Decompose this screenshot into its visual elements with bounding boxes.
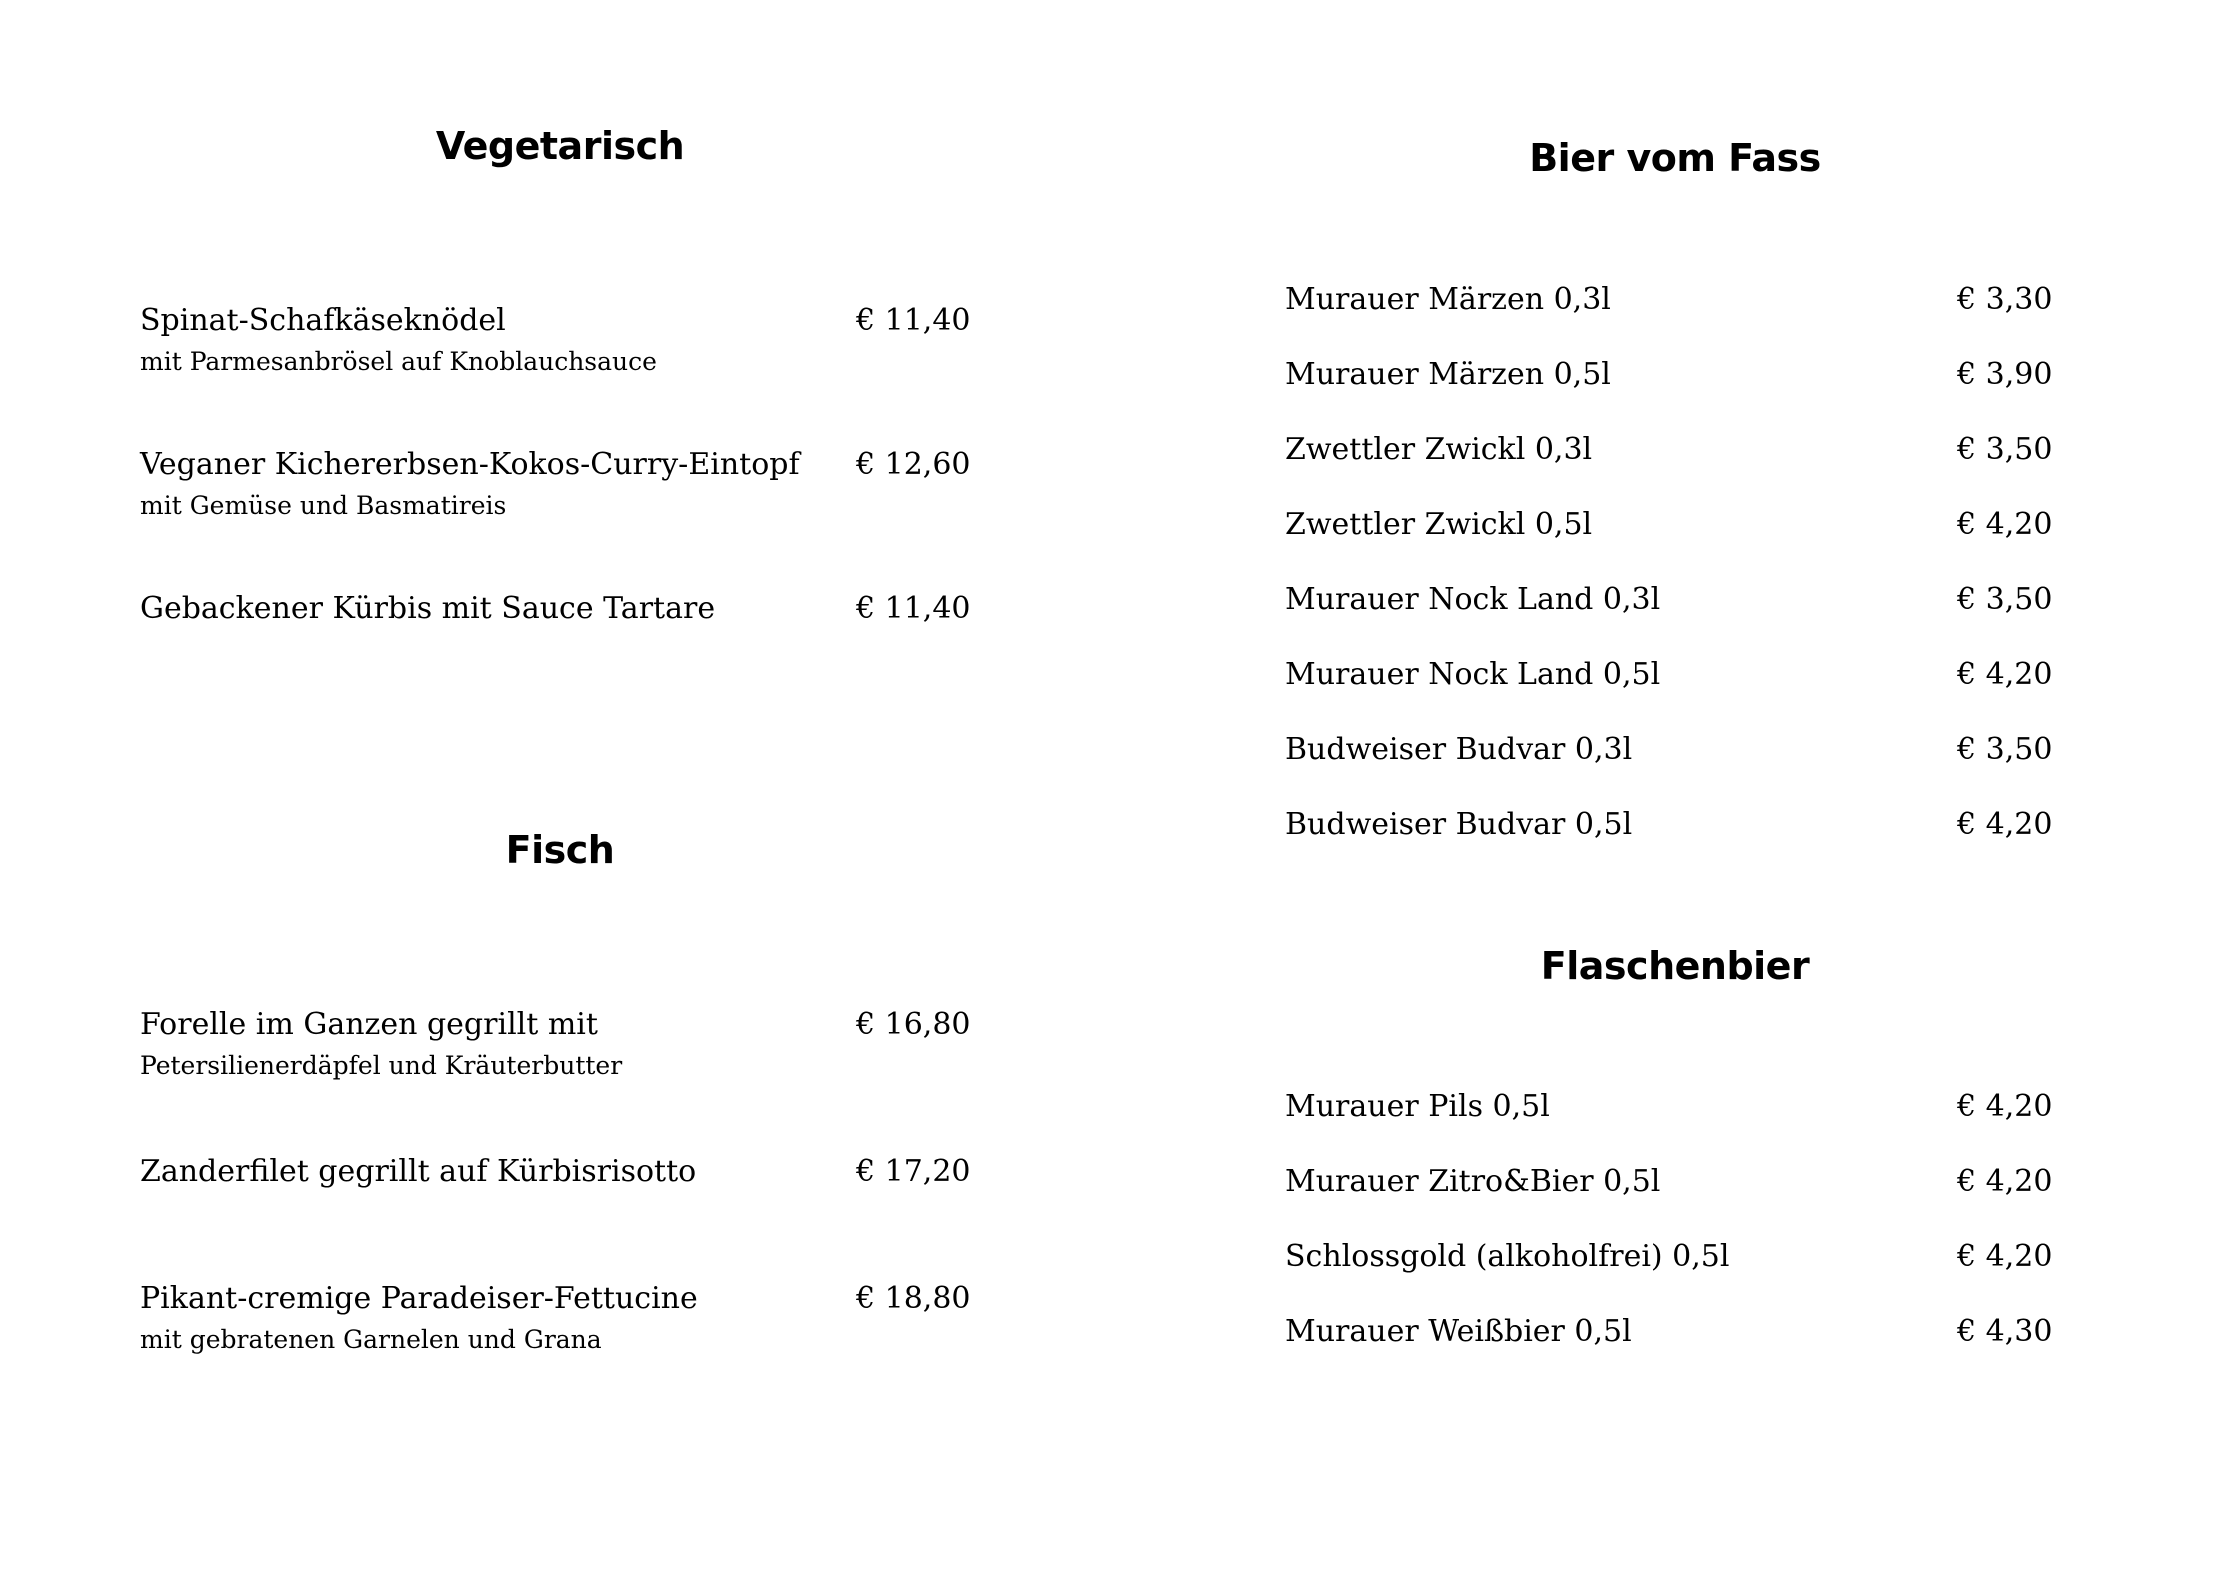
menu-item xyxy=(140,1151,980,1193)
drink-item xyxy=(1285,1311,2065,1353)
drink-item xyxy=(1285,1236,2065,1278)
drink-item-price: € 4,20 xyxy=(1957,1239,2053,1274)
drink-item-price: € 4,20 xyxy=(1957,807,2053,842)
drink-item-name: Murauer Nock Land 0,3l xyxy=(1285,582,1661,617)
drink-item-name: Budweiser Budvar 0,3l xyxy=(1285,732,1633,767)
drink-item-name: Schlossgold (alkoholfrei) 0,5l xyxy=(1285,1239,1730,1274)
drink-item xyxy=(1285,654,2065,696)
menu-item-price: € 18,80 xyxy=(856,1281,971,1316)
menu-item xyxy=(140,444,980,526)
menu-item-price: € 17,20 xyxy=(856,1154,971,1189)
drink-item-price: € 3,90 xyxy=(1957,357,2053,392)
drink-item xyxy=(1285,504,2065,546)
menu-item-name: Gebackener Kürbis mit Sauce Tartare xyxy=(140,591,716,626)
drink-item-name: Murauer Zitro&Bier 0,5l xyxy=(1285,1164,1661,1199)
menu-item xyxy=(140,1004,980,1086)
drink-item xyxy=(1285,354,2065,396)
drink-item xyxy=(1285,1086,2065,1128)
menu-item-description: mit gebratenen Garnelen und Grana xyxy=(140,1325,602,1354)
drink-item-price: € 4,20 xyxy=(1957,507,2053,542)
drink-item xyxy=(1285,429,2065,471)
drink-item-price: € 4,30 xyxy=(1957,1314,2053,1349)
drink-item-price: € 3,50 xyxy=(1957,732,2053,767)
drink-item xyxy=(1285,279,2065,321)
section-title-vegetarisch: Vegetarisch xyxy=(435,124,685,168)
menu-item-price: € 11,40 xyxy=(856,591,971,626)
menu-item-price: € 16,80 xyxy=(856,1007,971,1042)
menu-item-name: Veganer Kichererbsen-Kokos-Curry-Eintopf xyxy=(140,447,800,482)
menu-item xyxy=(140,1278,980,1360)
menu-item-description: mit Parmesanbrösel auf Knoblauchsauce xyxy=(140,347,657,376)
menu-item xyxy=(140,588,980,630)
drink-item-price: € 3,50 xyxy=(1957,582,2053,617)
drink-item-name: Murauer Märzen 0,5l xyxy=(1285,357,1611,392)
drink-item xyxy=(1285,804,2065,846)
drink-item xyxy=(1285,729,2065,771)
menu-item xyxy=(140,300,980,382)
section-title-bier-vom-fass: Bier vom Fass xyxy=(1529,136,1821,180)
drink-item-price: € 3,50 xyxy=(1957,432,2053,467)
menu-item-description: mit Gemüse und Basmatireis xyxy=(140,491,507,520)
drink-item-name: Budweiser Budvar 0,5l xyxy=(1285,807,1633,842)
drink-item-price: € 4,20 xyxy=(1957,657,2053,692)
menu-item-name: Forelle im Ganzen gegrillt mit xyxy=(140,1007,598,1042)
drink-item-name: Murauer Weißbier 0,5l xyxy=(1285,1314,1632,1349)
drink-item-price: € 3,30 xyxy=(1957,282,2053,317)
drink-item-name: Zwettler Zwickl 0,3l xyxy=(1285,432,1593,467)
menu-item-name: Zanderfilet gegrillt auf Kürbisrisotto xyxy=(140,1154,697,1189)
drink-item-name: Murauer Pils 0,5l xyxy=(1285,1089,1550,1124)
drink-item-name: Murauer Nock Land 0,5l xyxy=(1285,657,1661,692)
section-title-flaschenbier: Flaschenbier xyxy=(1540,944,1810,988)
drink-item-name: Zwettler Zwickl 0,5l xyxy=(1285,507,1593,542)
drink-item-price: € 4,20 xyxy=(1957,1164,2053,1199)
menu-item-name: Pikant-cremige Paradeiser-Fettucine xyxy=(140,1281,698,1316)
drink-item xyxy=(1285,579,2065,621)
drink-item xyxy=(1285,1161,2065,1203)
menu-item-name: Spinat-Schafkäseknödel xyxy=(140,303,506,338)
menu-item-description: Petersilienerdäpfel und Kräuterbutter xyxy=(140,1051,623,1080)
drink-item-price: € 4,20 xyxy=(1957,1089,2053,1124)
menu-item-price: € 11,40 xyxy=(856,303,971,338)
section-title-fisch: Fisch xyxy=(505,828,615,872)
menu-item-price: € 12,60 xyxy=(856,447,971,482)
drink-item-name: Murauer Märzen 0,3l xyxy=(1285,282,1611,317)
